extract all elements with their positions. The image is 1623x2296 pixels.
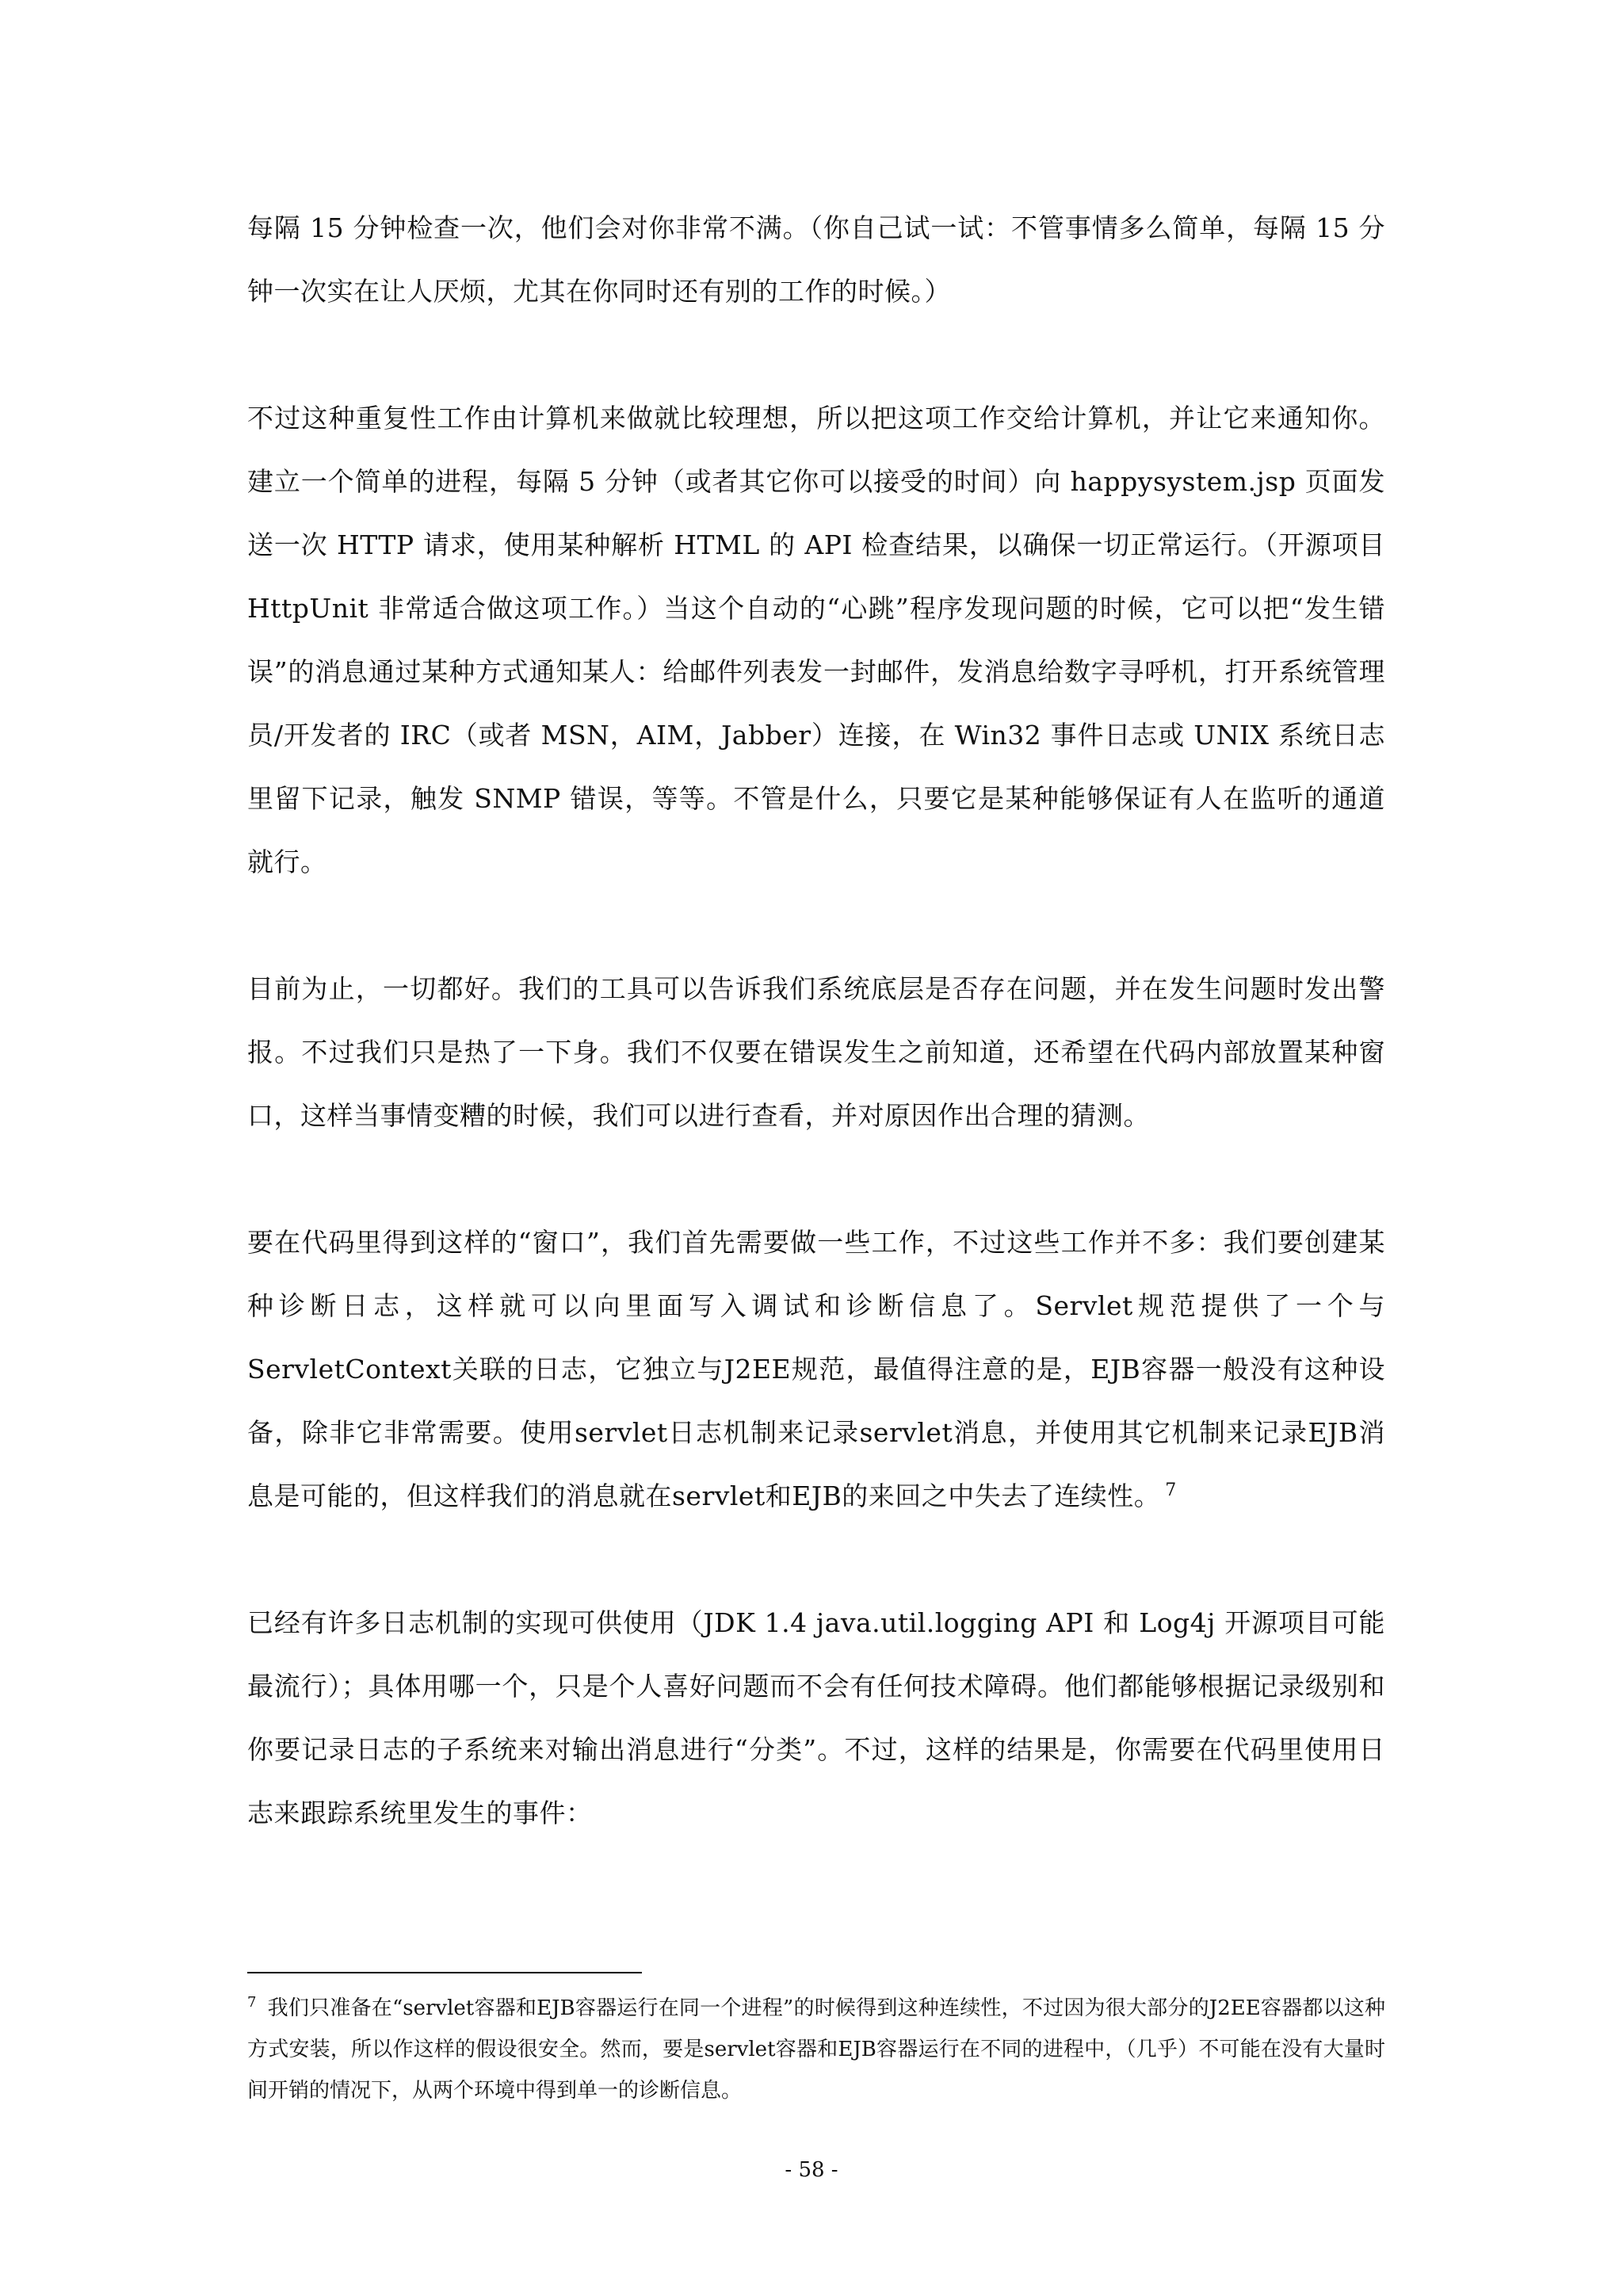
paragraph-2: 不过这种重复性工作由计算机来做就比较理想，所以把这项工作交给计算机，并让它来通知你。建立一个简单的进程，每隔 5 分钟（或者其它你可以接受的时间）向 happysystem.jsp 页面发送一次 HTTP 请求，使用某种解析 HTML 的 API 检查结果，以确保一切正常运行。（开源项目 HttpUnit 非常适合做这项工作。）当这个自动的“心跳”程序发现问题的时候，它可以把“发生错误”的消息通过某种方式通知某人：给邮件列表发一封邮件，发消息给数字寻呼机，打开系统管理员/开发者的 IRC（或者 MSN，AIM，Jabber）连接，在 Win32 事件日志或 UNIX 系统日志里留下记录，触发 SNMP 错误，等等。不管是什么，只要它是某种能够保证有人在监听的通道就行。	[247, 403, 1385, 877]
footnote-divider	[247, 1972, 642, 1973]
paragraph-4	[247, 1211, 1385, 1528]
footnote	[247, 1988, 1385, 2111]
footnote-text: 我们只准备在“servlet容器和EJB容器运行在同一个进程”的时候得到这种连续性，不过因为很大部分的J2EE容器都以这种方式安装，所以作这样的假设很安全。然而，要是servlet容器和EJB容器运行在不同的进程中，（几乎）不可能在没有大量时间开销的情况下，从两个环境中得到单一的诊断信息。	[247, 1996, 1385, 2103]
paragraph-4-text: 要在代码里得到这样的“窗口”，我们首先需要做一些工作，不过这些工作并不多：我们要创建某种诊断日志，这样就可以向里面写入调试和诊断信息了。Servlet规范提供了一个与ServletContext关联的日志，它独立与J2EE规范，最值得注意的是，EJB容器一般没有这种设备，除非它非常需要。使用servlet日志机制来记录servlet消息，并使用其它机制来记录EJB消息是可能的，但这样我们的消息就在servlet和EJB的来回之中失去了连续性。	[247, 1227, 1385, 1511]
paragraph-5: 已经有许多日志机制的实现可供使用（JDK 1.4 java.util.logging API 和 Log4j 开源项目可能最流行）；具体用哪一个，只是个人喜好问题而不会有任何技术障碍。他们都能够根据记录级别和你要记录日志的子系统来对输出消息进行“分类”。不过，这样的结果是，你需要在代码里使用日志来跟踪系统里发生的事件：	[247, 1607, 1385, 1828]
paragraph-3: 目前为止，一切都好。我们的工具可以告诉我们系统底层是否存在问题，并在发生问题时发出警报。不过我们只是热了一下身。我们不仅要在错误发生之前知道，还希望在代码内部放置某种窗口，这样当事情变糟的时候，我们可以进行查看，并对原因作出合理的猜测。	[247, 973, 1385, 1131]
footnote-reference[interactable]: 7	[1165, 1480, 1177, 1500]
paragraph-1: 每隔 15 分钟检查一次，他们会对你非常不满。（你自己试一试：不管事情多么简单，每隔 15 分钟一次实在让人厌烦，尤其在你同时还有别的工作的时候。）	[247, 212, 1385, 307]
page-number: - 58 -	[785, 2158, 838, 2182]
footnote-mark: 7	[247, 1994, 257, 2011]
